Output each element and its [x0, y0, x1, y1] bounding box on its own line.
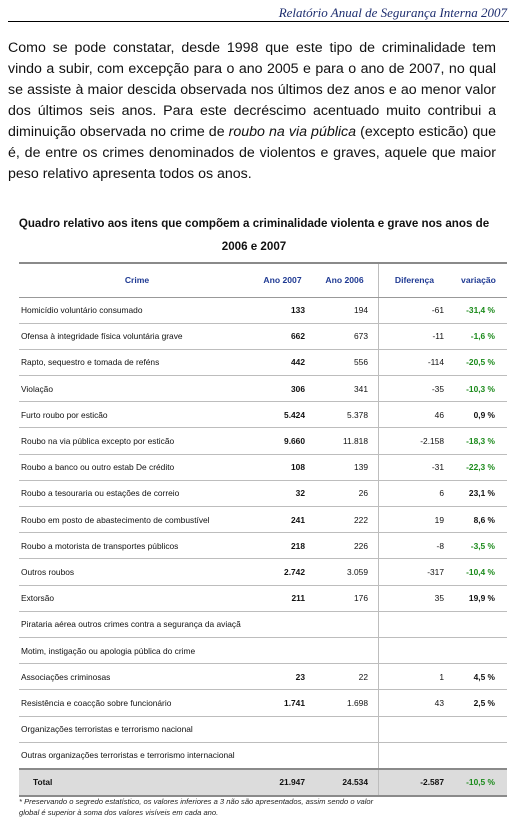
intro-paragraph: [8, 38, 496, 185]
cell-total-diferenca: -2.587: [379, 769, 453, 796]
cell-ano-2006: 5.378: [313, 402, 379, 428]
table-row: [19, 507, 507, 533]
paragraph-italic: roubo na via pública: [228, 124, 357, 140]
cell-crime: Associações criminosas: [19, 664, 254, 690]
header-diferenca: Diferença: [379, 263, 453, 297]
header-variacao: variação: [452, 263, 507, 297]
cell-ano-2006: 11.818: [313, 428, 379, 454]
cell-ano-2007: 2.742: [254, 559, 313, 585]
cell-variacao: 2,5 %: [452, 690, 507, 716]
table-row: [19, 349, 507, 375]
header-2007: Ano 2007: [254, 263, 313, 297]
cell-ano-2006: [313, 742, 379, 769]
cell-variacao: [452, 716, 507, 742]
cell-variacao: [452, 637, 507, 663]
total-row: [19, 769, 507, 796]
cell-diferenca: -31: [379, 454, 453, 480]
cell-variacao: 0,9 %: [452, 402, 507, 428]
table-row: [19, 480, 507, 506]
cell-diferenca: -8: [379, 533, 453, 559]
cell-ano-2006: 341: [313, 376, 379, 402]
cell-variacao: -22,3 %: [452, 454, 507, 480]
cell-ano-2006: 226: [313, 533, 379, 559]
cell-crime: Resistência e coacção sobre funcionário: [19, 690, 254, 716]
cell-ano-2007: 23: [254, 664, 313, 690]
cell-ano-2007: [254, 716, 313, 742]
cell-diferenca: [379, 611, 453, 637]
cell-ano-2006: [313, 611, 379, 637]
cell-ano-2007: 9.660: [254, 428, 313, 454]
table-row: [19, 297, 507, 323]
cell-crime: Motim, instigação ou apologia pública do crime: [19, 637, 254, 663]
cell-ano-2007: 442: [254, 349, 313, 375]
cell-diferenca: 19: [379, 507, 453, 533]
cell-crime: Roubo a tesouraria ou estações de correio: [19, 480, 254, 506]
header-2006: Ano 2006: [313, 263, 379, 297]
cell-crime: Roubo na via pública excepto por esticão: [19, 428, 254, 454]
cell-ano-2006: 139: [313, 454, 379, 480]
cell-crime: Outras organizações terroristas e terrorismo internacional: [19, 742, 254, 769]
cell-diferenca: 46: [379, 402, 453, 428]
cell-crime: Violação: [19, 376, 254, 402]
cell-ano-2006: 673: [313, 323, 379, 349]
cell-ano-2006: 556: [313, 349, 379, 375]
table-row: [19, 742, 507, 769]
cell-variacao: -20,5 %: [452, 349, 507, 375]
cell-diferenca: -2.158: [379, 428, 453, 454]
cell-ano-2007: 218: [254, 533, 313, 559]
cell-ano-2006: 22: [313, 664, 379, 690]
cell-ano-2007: 133: [254, 297, 313, 323]
cell-crime: Organizações terroristas e terrorismo nacional: [19, 716, 254, 742]
cell-diferenca: [379, 716, 453, 742]
cell-variacao: -10,3 %: [452, 376, 507, 402]
cell-ano-2007: [254, 637, 313, 663]
cell-diferenca: -317: [379, 559, 453, 585]
cell-ano-2006: 26: [313, 480, 379, 506]
cell-variacao: 19,9 %: [452, 585, 507, 611]
table-body: [19, 297, 507, 796]
cell-variacao: 8,6 %: [452, 507, 507, 533]
paragraph-text-1: Como se pode constatar, desde 1998 que este tipo de criminalidade tem vindo a subir, com excepção para o ano 2005 e para o ano de 2007, no qual se assiste à maior descida observada nos últimos dez anos e ao menor valor dos últimos seis anos. Para este decréscimo acentuado muito contribui a diminuição observada no crime de: [8, 40, 496, 140]
table-row: [19, 664, 507, 690]
cell-diferenca: -61: [379, 297, 453, 323]
cell-ano-2007: 306: [254, 376, 313, 402]
cell-crime: Roubo a banco ou outro estab De crédito: [19, 454, 254, 480]
table-row: [19, 402, 507, 428]
cell-ano-2007: [254, 742, 313, 769]
cell-variacao: -18,3 %: [452, 428, 507, 454]
cell-diferenca: [379, 637, 453, 663]
cell-ano-2007: 108: [254, 454, 313, 480]
cell-diferenca: 1: [379, 664, 453, 690]
table-row: [19, 428, 507, 454]
cell-variacao: [452, 742, 507, 769]
cell-diferenca: -11: [379, 323, 453, 349]
cell-ano-2006: 1.698: [313, 690, 379, 716]
table-row: [19, 533, 507, 559]
table-row: [19, 585, 507, 611]
cell-variacao: 4,5 %: [452, 664, 507, 690]
cell-diferenca: 43: [379, 690, 453, 716]
cell-variacao: -1,6 %: [452, 323, 507, 349]
cell-ano-2006: 176: [313, 585, 379, 611]
report-header: [8, 4, 509, 22]
footnote: * Preservando o segredo estatístico, os valores inferiores a 3 não são apresentados, assim sendo o valor global é superior à soma dos valores visíveis em cada ano.: [19, 797, 374, 817]
cell-variacao: -3,5 %: [452, 533, 507, 559]
table-row: [19, 716, 507, 742]
table-row: [19, 637, 507, 663]
cell-crime: Extorsão: [19, 585, 254, 611]
table-row: [19, 376, 507, 402]
cell-variacao: -31,4 %: [452, 297, 507, 323]
cell-diferenca: 35: [379, 585, 453, 611]
table-caption: Quadro relativo aos itens que compõem a criminalidade violenta e grave nos anos de 2006 e 2007: [18, 217, 490, 253]
cell-diferenca: -114: [379, 349, 453, 375]
cell-ano-2007: 32: [254, 480, 313, 506]
paragraph-text-2: (excepto esticão) que é, de entre os crimes denominados de violentos e graves, aquele que maior peso relativo apresenta todos os anos.: [8, 124, 496, 182]
cell-crime: Pirataria aérea outros crimes contra a segurança da aviaçã: [19, 611, 254, 637]
table-row: [19, 454, 507, 480]
cell-total-2006: 24.534: [313, 769, 379, 796]
table-row: [19, 690, 507, 716]
table-row: [19, 559, 507, 585]
cell-ano-2006: [313, 637, 379, 663]
table-row: [19, 323, 507, 349]
cell-ano-2006: 222: [313, 507, 379, 533]
cell-ano-2007: 5.424: [254, 402, 313, 428]
cell-ano-2006: 194: [313, 297, 379, 323]
crime-table: [19, 262, 507, 797]
cell-total-label: Total: [19, 769, 254, 796]
cell-crime: Rapto, sequestro e tomada de reféns: [19, 349, 254, 375]
cell-ano-2006: [313, 716, 379, 742]
cell-crime: Furto roubo por esticão: [19, 402, 254, 428]
cell-ano-2007: [254, 611, 313, 637]
cell-crime: Homicídio voluntário consumado: [19, 297, 254, 323]
cell-diferenca: 6: [379, 480, 453, 506]
cell-variacao: [452, 611, 507, 637]
table-header-row: [19, 263, 507, 297]
cell-crime: Outros roubos: [19, 559, 254, 585]
cell-ano-2006: 3.059: [313, 559, 379, 585]
cell-total-variacao: -10,5 %: [452, 769, 507, 796]
cell-ano-2007: 241: [254, 507, 313, 533]
cell-crime: Roubo a motorista de transportes públicos: [19, 533, 254, 559]
table-row: [19, 611, 507, 637]
cell-crime: Ofensa à integridade física voluntária grave: [19, 323, 254, 349]
cell-diferenca: [379, 742, 453, 769]
cell-total-2007: 21.947: [254, 769, 313, 796]
cell-diferenca: -35: [379, 376, 453, 402]
cell-ano-2007: 1.741: [254, 690, 313, 716]
cell-crime: Roubo em posto de abastecimento de combustível: [19, 507, 254, 533]
cell-ano-2007: 211: [254, 585, 313, 611]
header-crime: Crime: [19, 263, 254, 297]
cell-variacao: 23,1 %: [452, 480, 507, 506]
cell-variacao: -10,4 %: [452, 559, 507, 585]
cell-ano-2007: 662: [254, 323, 313, 349]
report-title: Relatório Anual de Segurança Interna 2007: [278, 5, 507, 20]
